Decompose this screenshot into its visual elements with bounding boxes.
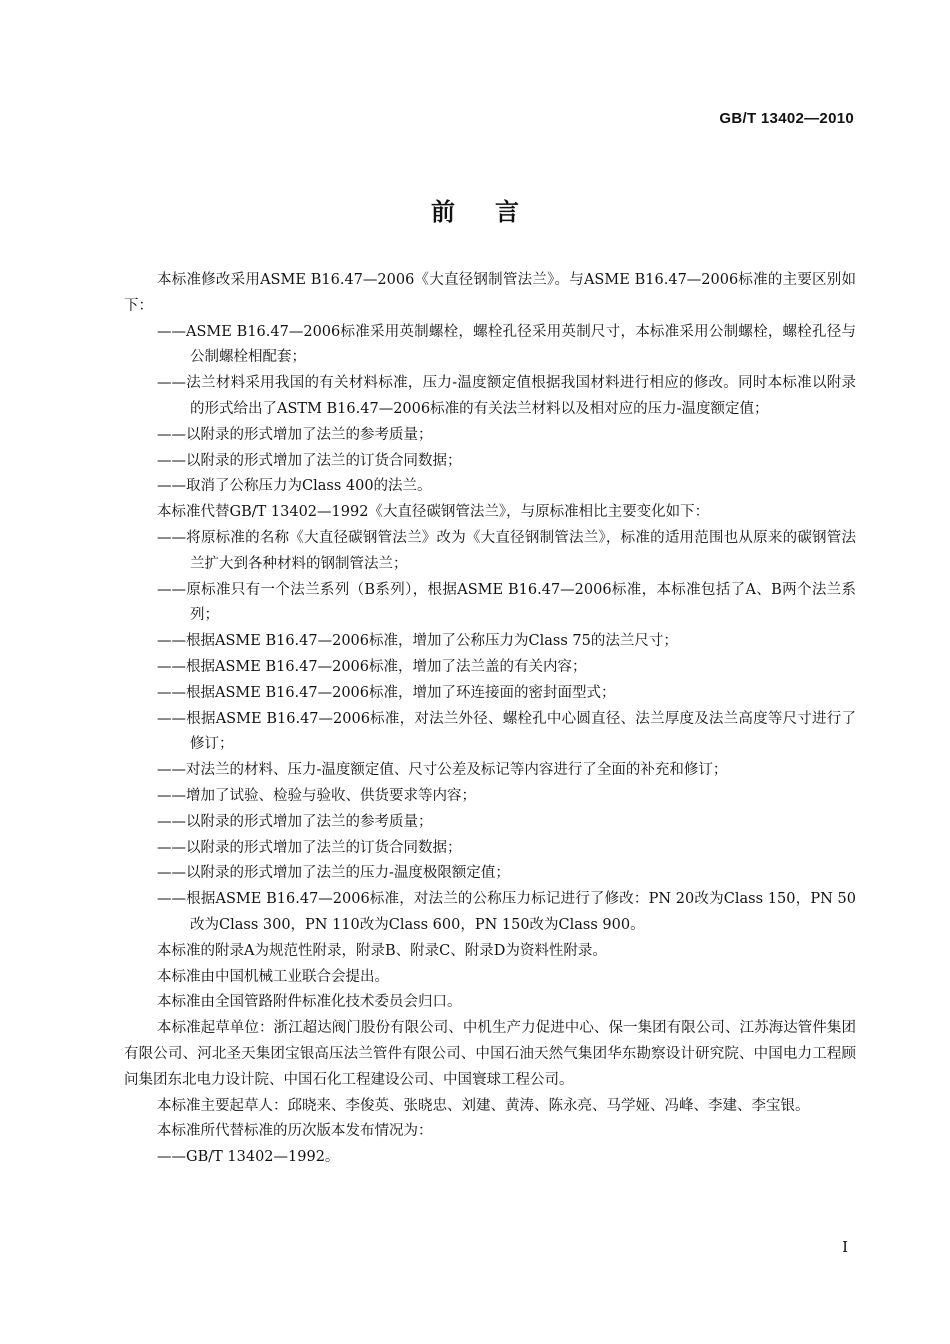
paragraph: ——GB/T 13402—1992。 xyxy=(157,1149,340,1166)
list-item: ——法兰材料采用我国的有关材料标准，压力-温度额定值根据我国材料进行相应的修改。同时本标准以附录的形式给出了ASTM B16.47—2006标准的有关法兰材料以及相对应的压力-温度额定值； xyxy=(157,375,856,417)
page-number: I xyxy=(842,1238,848,1256)
list-item: ——取消了公称压力为Class 400的法兰。 xyxy=(157,478,432,495)
list-item: ——增加了试验、检验与验收、供货要求等内容； xyxy=(157,787,476,804)
list-item: ——ASME B16.47—2006标准采用英制螺栓，螺栓孔径采用英制尺寸，本标准采用公制螺栓，螺栓孔径与公制螺栓相配套； xyxy=(157,323,856,366)
list-item: ——根据ASME B16.47—2006标准，增加了公称压力为Class 75的法兰尺寸； xyxy=(157,633,678,650)
standard-number: GB/T 13402—2010 xyxy=(719,110,854,127)
paragraph: 本标准由全国管路附件标准化技术委员会归口。 xyxy=(157,994,462,1011)
list-item: ——以附录的形式增加了法兰的压力-温度极限额定值； xyxy=(157,865,510,882)
list-item: ——将原标准的名称《大直径碳钢管法兰》改为《大直径钢制管法兰》，标准的适用范围也从原来的碳钢管法兰扩大到各种材料的钢制管法兰； xyxy=(157,529,856,572)
list-item: ——以附录的形式增加了法兰的订货合同数据； xyxy=(157,452,462,469)
list-item: ——对法兰的材料、压力-温度额定值、尺寸公差及标记等内容进行了全面的补充和修订； xyxy=(157,762,728,779)
paragraph: 本标准主要起草人：邱晓来、李俊英、张晓忠、刘建、黄涛、陈永亮、马学娅、冯峰、李建、李宝银。 xyxy=(157,1097,810,1114)
paragraph: 本标准修改采用ASME B16.47—2006《大直径钢制管法兰》。与ASME B16.47—2006标准的主要区别如下： xyxy=(124,272,856,314)
page-title: 前言 xyxy=(431,197,559,226)
list-item: ——以附录的形式增加了法兰的参考质量； xyxy=(157,813,433,830)
paragraph: 本标准代替GB/T 13402—1992《大直径碳钢管法兰》，与原标准相比主要变化如下： xyxy=(157,504,710,521)
foreword-content xyxy=(124,268,856,1171)
paragraph: 本标准所代替标准的历次版本发布情况为： xyxy=(157,1123,433,1140)
paragraph: 本标准起草单位：浙江超达阀门股份有限公司、中机生产力促进中心、保一集团有限公司、江苏海达管件集团有限公司、河北圣天集团宝银高压法兰管件有限公司、中国石油天然气集团华东勘察设计研究院、中国电力工程顾问集团东北电力设计院、中国石化工程建设公司、中国寰球工程公司。 xyxy=(124,1020,856,1088)
list-item: ——根据ASME B16.47—2006标准，对法兰外径、螺栓孔中心圆直径、法兰厚度及法兰高度等尺寸进行了修订； xyxy=(157,710,856,753)
list-item: ——以附录的形式增加了法兰的订货合同数据； xyxy=(157,839,462,856)
list-item: ——根据ASME B16.47—2006标准，增加了法兰盖的有关内容； xyxy=(157,658,587,675)
paragraph: 本标准的附录A为规范性附录，附录B、附录C、附录D为资料性附录。 xyxy=(157,942,607,959)
list-item: ——根据ASME B16.47—2006标准，对法兰的公称压力标记进行了修改：PN 20改为Class 150，PN 50改为Class 300，PN 110改为Class 600，PN 150改为Class 900。 xyxy=(157,891,856,933)
paragraph: 本标准由中国机械工业联合会提出。 xyxy=(157,968,389,985)
list-item: ——根据ASME B16.47—2006标准，增加了环连接面的密封面型式； xyxy=(157,684,616,701)
list-item: ——以附录的形式增加了法兰的参考质量； xyxy=(157,426,433,443)
list-item: ——原标准只有一个法兰系列（B系列），根据ASME B16.47—2006标准，本标准包括了A、B两个法兰系列； xyxy=(157,581,856,624)
